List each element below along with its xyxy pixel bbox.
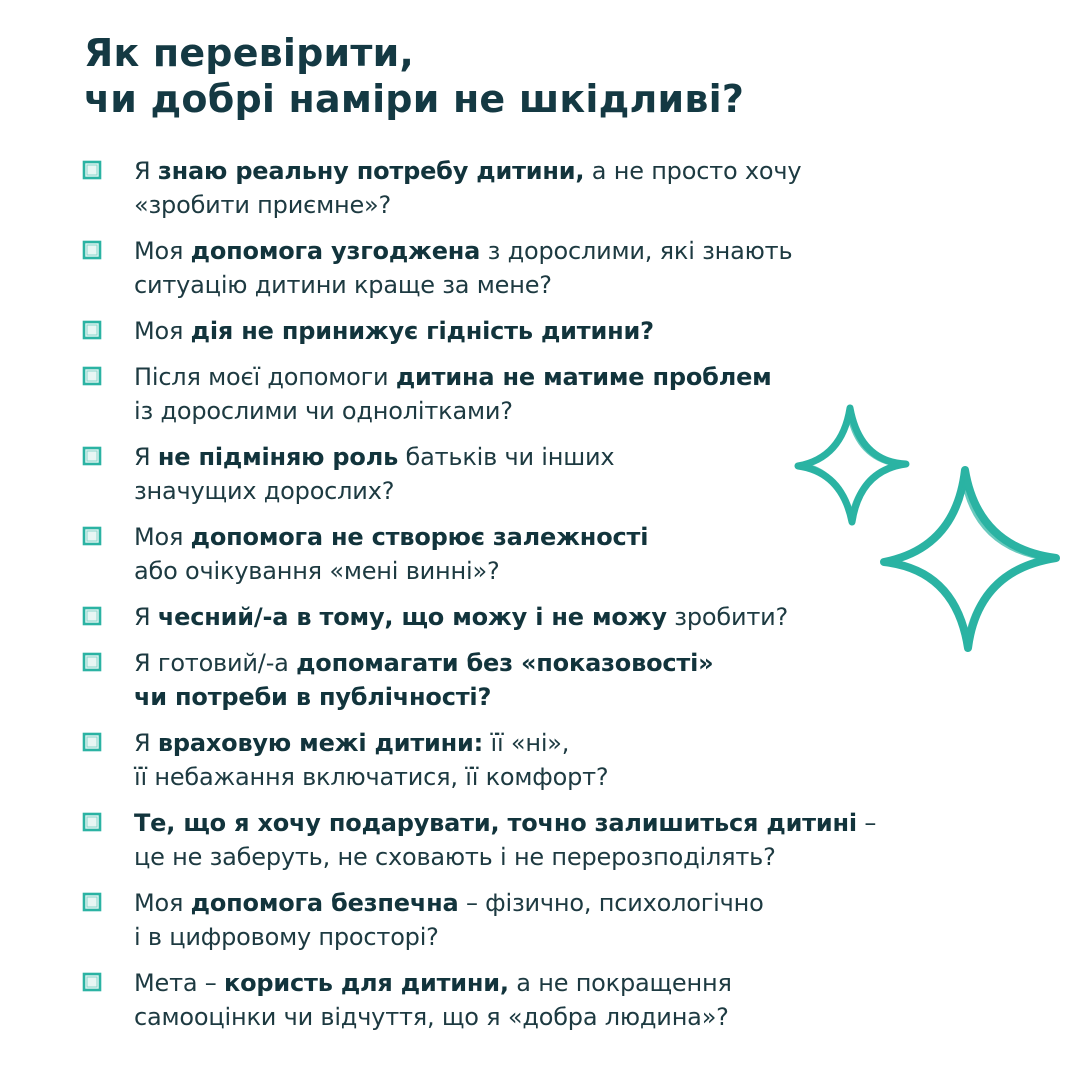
sparkle-icon: [798, 408, 906, 522]
regular-text: значущих дорослих?: [134, 477, 395, 505]
bold-text: допомагати без «показовості»: [296, 649, 714, 677]
regular-text: а не просто хочу: [584, 157, 802, 185]
bold-text: дія не принижує гідність дитини?: [190, 317, 654, 345]
regular-text: це не заберуть, не сховають і не перерозподілять?: [134, 843, 776, 871]
regular-text: Я: [134, 443, 158, 471]
regular-text: Моя: [134, 523, 191, 551]
bold-text: враховую межі дитини:: [157, 729, 484, 757]
bold-text: дитина не матиме проблем: [395, 363, 772, 391]
regular-text: Мета –: [134, 969, 225, 997]
regular-text: з дорослими, які знають: [480, 237, 793, 265]
regular-text: Після моєї допомоги: [134, 363, 396, 391]
regular-text: – фізично, психологічно: [458, 889, 764, 917]
regular-text: Я готовий/-а: [134, 649, 297, 677]
regular-text: «зробити приємне»?: [134, 191, 392, 219]
regular-text: Я: [134, 729, 158, 757]
bold-text: не підміняю роль: [157, 443, 399, 471]
regular-text: Я: [134, 157, 158, 185]
regular-text: Моя: [134, 237, 191, 265]
regular-text: її «ні»,: [483, 729, 570, 757]
regular-text: і в цифровому просторі?: [134, 923, 439, 951]
regular-text: із дорослими чи однолітками?: [134, 397, 513, 425]
title-line-1: Як перевірити,: [84, 31, 415, 75]
regular-text: батьків чи інших: [398, 443, 615, 471]
bold-text: користь для дитини,: [224, 969, 509, 997]
regular-text: а не покращення: [508, 969, 732, 997]
regular-text: Я: [134, 603, 158, 631]
bold-text: допомога узгоджена: [190, 237, 481, 265]
bold-text: чи потреби в публічності?: [134, 683, 492, 711]
regular-text: її небажання включатися, її комфорт?: [134, 763, 609, 791]
bold-text: Те, що я хочу подарувати, точно залишиться дитині: [134, 809, 857, 837]
bold-text: допомога безпечна: [190, 889, 459, 917]
regular-text: самооцінки чи відчуття, що я «добра людина»?: [134, 1003, 729, 1031]
regular-text: Моя: [134, 317, 191, 345]
bold-text: допомога не створює залежності: [190, 523, 649, 551]
regular-text: зробити?: [666, 603, 789, 631]
regular-text: або очікування «мені винні»?: [134, 557, 500, 585]
bold-text: знаю реальну потребу дитини,: [157, 157, 585, 185]
regular-text: ситуацію дитини краще за мене?: [134, 271, 552, 299]
regular-text: Моя: [134, 889, 191, 917]
regular-text: –: [856, 809, 877, 837]
sparkle-icon: [884, 470, 1056, 648]
bold-text: чесний/-а в тому, що можу і не можу: [157, 603, 667, 631]
title-line-2: чи добрі наміри не шкідливі?: [84, 77, 745, 121]
